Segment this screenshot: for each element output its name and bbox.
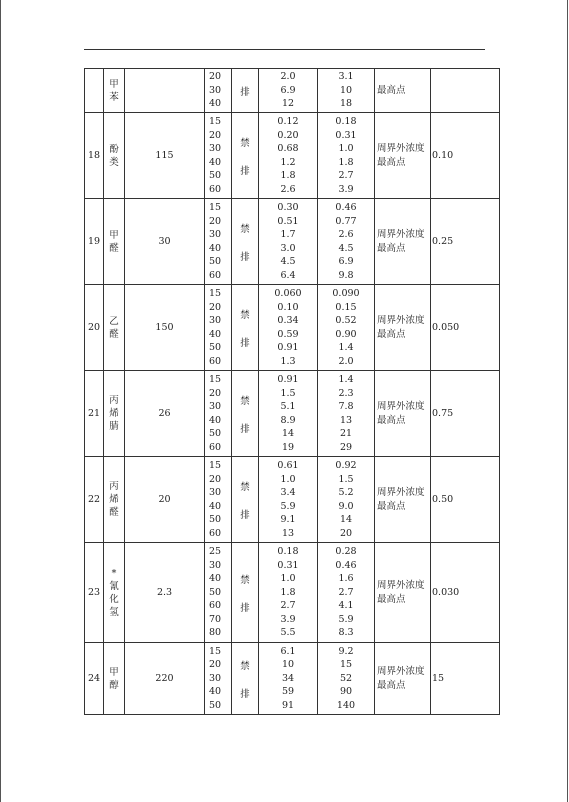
stack-height-cell-value: 15 xyxy=(209,288,222,299)
pollutant-name-cell xyxy=(104,543,125,643)
stack-height-cell-value: 15 xyxy=(209,645,222,657)
emission-rate-cell-value: 2.0 xyxy=(280,71,296,83)
emission-rate-secondary-cell-value: 4.1 xyxy=(338,600,354,612)
stack-height-cell-value: 15 xyxy=(209,202,222,213)
header-rule xyxy=(84,49,485,50)
emission-rate-secondary-cell-value: 29 xyxy=(339,441,353,453)
emission-rate-cell-value: 1.0 xyxy=(280,573,296,585)
stack-height-cell-value: 40 xyxy=(209,414,222,426)
prohibited-cell-value: 禁 xyxy=(240,309,250,321)
prohibited-cell xyxy=(232,643,259,715)
stack-height-cell-value: 20 xyxy=(209,473,222,485)
emission-rate-cell-value: 14 xyxy=(281,428,295,439)
monitoring-point-cell-value: 最高点 xyxy=(377,414,406,426)
stack-height-cell xyxy=(205,371,232,457)
emission-rate-cell-value: 0.060 xyxy=(274,288,302,299)
stack-height-cell-value: 15 xyxy=(209,374,222,385)
emission-rate-secondary-cell-value: 5.9 xyxy=(338,613,354,625)
emission-rate-cell-value: 4.5 xyxy=(280,256,296,267)
stack-height-cell xyxy=(205,113,232,199)
concentration-limit-cell: 15 xyxy=(431,643,500,715)
page-right-edge xyxy=(567,0,568,802)
emission-rate-secondary-cell xyxy=(318,643,375,715)
emission-rate-secondary-cell-value: 1.4 xyxy=(338,342,354,353)
emission-rate-cell-value: 0.10 xyxy=(277,301,299,313)
emission-rate-cell xyxy=(259,643,318,715)
emission-rate-cell-value: 8.9 xyxy=(280,414,296,426)
stack-height-cell xyxy=(205,643,232,715)
pollutant-name-cell-value: * xyxy=(111,567,117,579)
emission-rate-secondary-cell-value: 2.7 xyxy=(338,586,354,598)
stack-height-cell-value: 30 xyxy=(209,84,222,96)
emission-rate-cell-value: 91 xyxy=(281,699,295,711)
stack-height-cell-value: 50 xyxy=(209,428,222,439)
monitoring-point-cell xyxy=(375,543,431,643)
emission-rate-secondary-cell-value: 5.2 xyxy=(338,487,354,498)
stack-height-cell-value: 40 xyxy=(209,156,222,168)
emission-rate-cell xyxy=(259,69,318,113)
stack-height-cell-value: 30 xyxy=(209,487,222,498)
emission-rate-cell xyxy=(259,199,318,285)
emission-rate-cell xyxy=(259,285,318,371)
max-concentration-cell: 30 xyxy=(125,199,205,285)
stack-height-cell-value: 60 xyxy=(209,441,222,453)
emission-rate-cell-value: 0.12 xyxy=(277,116,299,127)
stack-height-cell xyxy=(205,543,232,643)
max-concentration-cell: 2.3 xyxy=(125,543,205,643)
emission-rate-cell-value: 2.7 xyxy=(280,600,296,612)
stack-height-cell-value: 50 xyxy=(209,170,222,181)
monitoring-point-cell-value: 周界外浓度 xyxy=(377,579,425,591)
emission-rate-secondary-cell xyxy=(318,113,375,199)
prohibited-cell-value: 排 xyxy=(240,423,250,435)
pollutant-name-cell-value: 烯 xyxy=(109,408,119,419)
emission-rate-secondary-cell-value: 9.0 xyxy=(338,500,354,512)
stack-height-cell xyxy=(205,199,232,285)
emission-rate-secondary-cell xyxy=(318,371,375,457)
pollutant-name-cell-value: 腈 xyxy=(109,421,119,432)
emission-rate-cell-value: 0.51 xyxy=(277,215,299,227)
stack-height-cell-value: 20 xyxy=(209,215,222,227)
serial-number-cell: 18 xyxy=(85,113,104,199)
concentration-limit-cell: 0.10 xyxy=(431,113,500,199)
emission-rate-secondary-cell-value: 20 xyxy=(339,527,353,539)
stack-height-cell-value: 40 xyxy=(209,686,222,698)
pollutant-name-cell-value: 乙 xyxy=(109,315,119,327)
max-concentration-cell xyxy=(125,69,205,113)
serial-number-cell: 22 xyxy=(85,457,104,543)
emission-rate-secondary-cell-value: 0.31 xyxy=(335,129,357,141)
emission-rate-cell-value: 0.68 xyxy=(277,143,299,154)
monitoring-point-cell-value: 周界外浓度 xyxy=(377,314,425,326)
monitoring-point-cell-value: 最高点 xyxy=(377,679,406,691)
emission-rate-cell-value: 0.18 xyxy=(277,546,299,558)
emission-rate-cell-value: 5.9 xyxy=(280,500,296,512)
pollutant-name-cell-value: 甲 xyxy=(109,78,119,90)
prohibited-cell xyxy=(232,457,259,543)
pollutant-name-cell xyxy=(104,199,125,285)
pollutant-name-cell-value: 氢 xyxy=(109,606,119,618)
stack-height-cell-value: 20 xyxy=(209,387,222,399)
stack-height-cell-value: 60 xyxy=(209,355,222,367)
emission-rate-cell xyxy=(259,457,318,543)
monitoring-point-cell xyxy=(375,113,431,199)
prohibited-cell-value: 禁 xyxy=(240,660,250,672)
emission-rate-secondary-cell-value: 1.0 xyxy=(338,143,354,154)
emission-rate-secondary-cell-value: 0.18 xyxy=(335,116,357,127)
serial-number-cell: 21 xyxy=(85,371,104,457)
emission-rate-cell-value: 0.20 xyxy=(277,129,299,141)
table-row xyxy=(85,543,500,643)
monitoring-point-cell-value: 最高点 xyxy=(377,500,406,512)
stack-height-cell-value: 50 xyxy=(209,514,222,525)
emission-rate-cell-value: 1.7 xyxy=(280,229,296,240)
emission-rate-cell-value: 1.8 xyxy=(280,586,296,598)
emission-rate-secondary-cell-value: 1.6 xyxy=(338,573,354,585)
stack-height-cell-value: 15 xyxy=(209,460,222,471)
prohibited-cell xyxy=(232,199,259,285)
pollutant-name-cell-value: 醛 xyxy=(109,328,119,340)
emission-rate-secondary-cell-value: 4.5 xyxy=(338,242,354,254)
max-concentration-cell: 115 xyxy=(125,113,205,199)
stack-height-cell xyxy=(205,285,232,371)
emission-rate-cell-value: 1.2 xyxy=(280,156,296,168)
stack-height-cell-value: 80 xyxy=(209,627,222,639)
max-concentration-cell: 26 xyxy=(125,371,205,457)
max-concentration-cell: 150 xyxy=(125,285,205,371)
max-concentration-cell: 20 xyxy=(125,457,205,543)
emission-rate-secondary-cell-value: 2.3 xyxy=(338,387,354,399)
stack-height-cell xyxy=(205,69,232,113)
emission-rate-cell-value: 0.30 xyxy=(277,202,299,213)
emission-rate-secondary-cell-value: 0.77 xyxy=(335,215,357,227)
prohibited-cell-value: 禁 xyxy=(240,574,250,586)
emission-rate-secondary-cell-value: 6.9 xyxy=(338,256,354,267)
monitoring-point-cell xyxy=(375,285,431,371)
stack-height-cell-value: 25 xyxy=(209,546,222,558)
emission-rate-cell xyxy=(259,371,318,457)
stack-height-cell-value: 40 xyxy=(209,573,222,585)
monitoring-point-cell-value: 周界外浓度 xyxy=(377,486,425,498)
stack-height-cell-value: 50 xyxy=(209,342,222,353)
concentration-limit-cell: 0.050 xyxy=(431,285,500,371)
monitoring-point-cell-value: 周界外浓度 xyxy=(377,400,425,412)
pollutant-name-cell xyxy=(104,371,125,457)
emission-rate-secondary-cell-value: 0.090 xyxy=(332,288,360,299)
prohibited-cell-value: 禁 xyxy=(240,137,250,149)
stack-height-cell-value: 40 xyxy=(209,98,222,110)
emission-rate-secondary-cell-value: 2.6 xyxy=(338,229,354,240)
pollutant-name-cell-value: 烯 xyxy=(109,494,119,505)
prohibited-cell xyxy=(232,543,259,643)
prohibited-cell-value: 排 xyxy=(240,86,250,98)
monitoring-point-cell xyxy=(375,371,431,457)
stack-height-cell-value: 20 xyxy=(209,659,222,671)
emission-rate-secondary-cell xyxy=(318,457,375,543)
monitoring-point-cell-value: 最高点 xyxy=(377,328,406,340)
monitoring-point-cell-value: 周界外浓度 xyxy=(377,142,425,154)
monitoring-point-cell-value: 最高点 xyxy=(377,593,406,605)
emission-rate-secondary-cell-value: 0.90 xyxy=(335,328,357,340)
concentration-limit-cell: 0.75 xyxy=(431,371,500,457)
prohibited-cell xyxy=(232,69,259,113)
emission-rate-secondary-cell-value: 18 xyxy=(339,98,353,110)
pollutant-name-cell xyxy=(104,113,125,199)
emission-rate-secondary-cell-value: 13 xyxy=(339,414,353,426)
emission-rate-secondary-cell-value: 2.7 xyxy=(338,170,354,181)
stack-height-cell-value: 40 xyxy=(209,500,222,512)
prohibited-cell-value: 排 xyxy=(240,602,250,614)
emission-rate-cell-value: 0.91 xyxy=(277,342,299,353)
emission-rate-secondary-cell-value: 14 xyxy=(339,514,353,525)
prohibited-cell-value: 排 xyxy=(240,165,250,177)
pollutant-name-cell xyxy=(104,285,125,371)
emission-rate-secondary-cell-value: 1.4 xyxy=(338,374,354,385)
stack-height-cell-value: 20 xyxy=(209,71,222,83)
concentration-limit-cell: 0.50 xyxy=(431,457,500,543)
stack-height-cell-value: 30 xyxy=(209,143,222,154)
emission-rate-cell-value: 34 xyxy=(281,672,295,684)
table-row xyxy=(85,113,500,199)
stack-height-cell-value: 15 xyxy=(209,116,222,127)
emission-rate-cell-value: 0.61 xyxy=(277,460,299,471)
emission-rate-cell-value: 5.5 xyxy=(280,627,296,639)
pollutant-name-cell-value: 醛 xyxy=(109,242,119,254)
serial-number-cell: 20 xyxy=(85,285,104,371)
emission-rate-cell-value: 6.4 xyxy=(280,269,296,281)
emission-rate-cell-value: 19 xyxy=(281,441,295,453)
prohibited-cell-value: 排 xyxy=(240,688,250,700)
stack-height-cell-value: 60 xyxy=(209,527,222,539)
concentration-limit-cell: 0.030 xyxy=(431,543,500,643)
pollutant-name-cell xyxy=(104,69,125,113)
monitoring-point-cell xyxy=(375,69,431,113)
stack-height-cell-value: 30 xyxy=(209,401,222,412)
pollutant-name-cell-value: 甲 xyxy=(109,666,119,678)
pollutant-name-cell-value: 醛 xyxy=(109,507,119,518)
stack-height-cell-value: 60 xyxy=(209,269,222,281)
emission-rate-secondary-cell-value: 52 xyxy=(339,672,353,684)
stack-height-cell-value: 40 xyxy=(209,328,222,340)
table-row xyxy=(85,371,500,457)
prohibited-cell xyxy=(232,113,259,199)
emission-rate-secondary-cell-value: 0.15 xyxy=(335,301,357,313)
stack-height-cell xyxy=(205,457,232,543)
emission-rate-cell-value: 1.3 xyxy=(280,355,296,367)
emission-rate-secondary-cell-value: 3.1 xyxy=(338,71,354,83)
serial-number-cell: 24 xyxy=(85,643,104,715)
monitoring-point-cell-value: 周界外浓度 xyxy=(377,228,425,240)
emission-rate-secondary-cell xyxy=(318,543,375,643)
emission-rate-cell-value: 3.9 xyxy=(280,613,296,625)
emission-rate-secondary-cell-value: 10 xyxy=(339,84,353,96)
stack-height-cell-value: 50 xyxy=(209,586,222,598)
page-left-edge xyxy=(0,0,1,802)
prohibited-cell-value: 排 xyxy=(240,251,250,263)
prohibited-cell xyxy=(232,285,259,371)
pollutant-name-cell-value: 酚 xyxy=(109,143,119,155)
stack-height-cell-value: 20 xyxy=(209,301,222,313)
stack-height-cell-value: 30 xyxy=(209,315,222,326)
monitoring-point-cell-value: 周界外浓度 xyxy=(377,665,425,677)
stack-height-cell-value: 20 xyxy=(209,129,222,141)
emission-rate-secondary-cell-value: 9.8 xyxy=(338,269,354,281)
prohibited-cell-value: 排 xyxy=(240,337,250,349)
emission-rate-secondary-cell-value: 8.3 xyxy=(338,627,354,639)
table-row xyxy=(85,457,500,543)
prohibited-cell-value: 禁 xyxy=(240,395,250,407)
monitoring-point-cell xyxy=(375,643,431,715)
emission-rate-cell-value: 3.4 xyxy=(280,487,296,498)
prohibited-cell xyxy=(232,371,259,457)
emission-rate-cell-value: 0.91 xyxy=(277,374,299,385)
pollutant-name-cell-value: 氰 xyxy=(109,580,119,592)
concentration-limit-cell: 0.25 xyxy=(431,199,500,285)
pollutant-name-cell xyxy=(104,457,125,543)
stack-height-cell-value: 30 xyxy=(209,559,222,571)
emission-rate-secondary-cell-value: 0.92 xyxy=(335,460,357,471)
emission-rate-secondary-cell xyxy=(318,69,375,113)
emission-rate-secondary-cell-value: 140 xyxy=(336,699,356,711)
stack-height-cell-value: 40 xyxy=(209,242,222,254)
monitoring-point-cell xyxy=(375,199,431,285)
prohibited-cell-value: 禁 xyxy=(240,223,250,235)
emission-rate-secondary-cell-value: 15 xyxy=(339,659,353,671)
emission-rate-secondary-cell-value: 0.52 xyxy=(335,315,357,326)
emission-rate-secondary-cell-value: 0.28 xyxy=(335,546,357,558)
emission-rate-cell-value: 6.9 xyxy=(280,84,296,96)
emission-rate-cell-value: 6.1 xyxy=(280,645,296,657)
emission-rate-secondary-cell-value: 7.8 xyxy=(338,401,354,412)
emission-rate-cell-value: 1.5 xyxy=(280,387,296,399)
emission-rate-secondary-cell-value: 1.5 xyxy=(338,473,354,485)
emission-rate-secondary-cell-value: 90 xyxy=(339,686,353,698)
emission-rate-secondary-cell-value: 2.0 xyxy=(338,355,354,367)
emission-rate-secondary-cell-value: 0.46 xyxy=(335,202,357,213)
stack-height-cell-value: 50 xyxy=(209,256,222,267)
emission-rate-secondary-cell xyxy=(318,285,375,371)
table-row xyxy=(85,69,500,113)
pollutant-emission-table xyxy=(84,68,500,715)
table-row xyxy=(85,199,500,285)
max-concentration-cell: 220 xyxy=(125,643,205,715)
stack-height-cell-value: 60 xyxy=(209,183,222,195)
emission-rate-secondary-cell-value: 9.2 xyxy=(338,645,354,657)
emission-rate-cell-value: 10 xyxy=(281,659,295,671)
prohibited-cell-value: 排 xyxy=(240,509,250,521)
stack-height-cell-value: 30 xyxy=(209,229,222,240)
pollutant-name-cell xyxy=(104,643,125,715)
emission-rate-cell-value: 3.0 xyxy=(280,242,296,254)
monitoring-point-cell-value: 最高点 xyxy=(377,84,406,96)
serial-number-cell xyxy=(85,69,104,113)
monitoring-point-cell xyxy=(375,457,431,543)
emission-rate-cell-value: 0.31 xyxy=(277,559,299,571)
pollutant-name-cell-value: 甲 xyxy=(109,229,119,241)
serial-number-cell: 19 xyxy=(85,199,104,285)
emission-rate-cell xyxy=(259,543,318,643)
emission-rate-cell-value: 13 xyxy=(281,527,295,539)
emission-rate-cell-value: 9.1 xyxy=(280,514,296,525)
emission-rate-cell-value: 12 xyxy=(281,98,295,110)
stack-height-cell-value: 30 xyxy=(209,672,222,684)
emission-rate-secondary-cell-value: 21 xyxy=(339,428,353,439)
stack-height-cell-value: 70 xyxy=(209,613,222,625)
emission-rate-secondary-cell-value: 1.8 xyxy=(338,156,354,168)
pollutant-name-cell-value: 类 xyxy=(109,156,119,168)
table-row xyxy=(85,285,500,371)
concentration-limit-cell xyxy=(431,69,500,113)
serial-number-cell: 23 xyxy=(85,543,104,643)
emission-rate-cell-value: 0.59 xyxy=(277,328,299,340)
pollutant-name-cell-value: 丙 xyxy=(109,395,119,406)
stack-height-cell-value: 60 xyxy=(209,600,222,612)
emission-rate-secondary-cell-value: 3.9 xyxy=(338,183,354,195)
prohibited-cell-value: 禁 xyxy=(240,481,250,493)
monitoring-point-cell-value: 最高点 xyxy=(377,156,406,168)
pollutant-name-cell-value: 苯 xyxy=(109,91,119,103)
emission-rate-secondary-cell xyxy=(318,199,375,285)
pollutant-name-cell-value: 醇 xyxy=(109,679,119,691)
pollutant-name-cell-value: 化 xyxy=(109,593,119,605)
emission-rate-cell-value: 1.8 xyxy=(280,170,296,181)
emission-rate-cell-value: 2.6 xyxy=(280,183,296,195)
emission-rate-cell-value: 0.34 xyxy=(277,315,299,326)
stack-height-cell-value: 50 xyxy=(209,699,222,711)
table-row xyxy=(85,643,500,715)
emission-rate-cell xyxy=(259,113,318,199)
pollutant-name-cell-value: 丙 xyxy=(109,481,119,492)
emission-rate-cell-value: 5.1 xyxy=(280,401,296,412)
emission-rate-cell-value: 59 xyxy=(281,686,295,698)
emission-rate-cell-value: 1.0 xyxy=(280,473,296,485)
monitoring-point-cell-value: 最高点 xyxy=(377,242,406,254)
emission-rate-secondary-cell-value: 0.46 xyxy=(335,559,357,571)
